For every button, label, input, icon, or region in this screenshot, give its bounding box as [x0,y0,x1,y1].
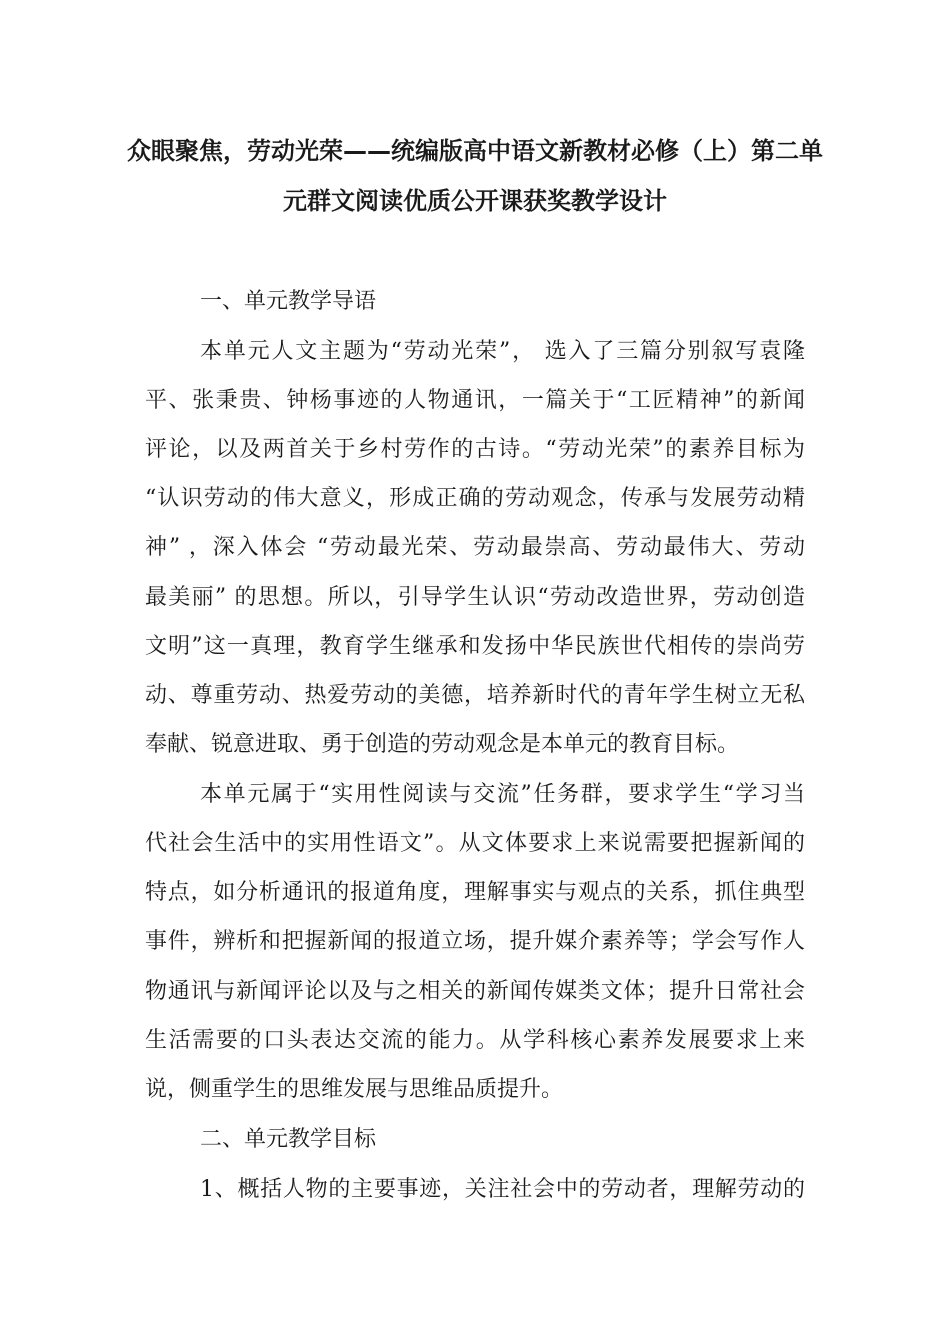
paragraph-line: 神” ，深入体会 “劳动最光荣、劳动最崇高、劳动最伟大、劳动 [145,535,805,560]
document-title-line-1: 众眼聚焦，劳动光荣——统编版高中语文新教材必修（上）第二单 [127,137,823,165]
paragraph-line: 物通讯与新闻评论以及与之相关的新闻传媒类文体；提升日常社会 [145,979,805,1004]
section-heading-unit-goals: 二、单元教学目标 [200,1127,377,1152]
paragraph-line: 文明”这一真理，教育学生继承和发扬中华民族世代相传的崇尚劳 [145,634,805,659]
section-heading-unit-intro: 一、单元教学导语 [200,289,377,314]
paragraph-line: 本单元人文主题为“劳动光荣”， 选入了三篇分别叙写袁隆 [200,339,805,364]
paragraph-line: 奉献、锐意进取、勇于创造的劳动观念是本单元的教育目标。 [145,732,740,757]
paragraph-line: 事件，辨析和把握新闻的报道立场，提升媒介素养等；学会写作人 [145,929,805,954]
paragraph-line: 1、概括人物的主要事迹，关注社会中的劳动者，理解劳动的 [200,1177,805,1202]
paragraph-line: 动、尊重劳动、热爱劳动的美德，培养新时代的青年学生树立无私 [145,683,805,708]
paragraph-line: 特点，如分析通讯的报道角度，理解事实与观点的关系，抓住典型 [145,880,805,905]
paragraph-line: 生活需要的口头表达交流的能力。从学科核心素养发展要求上来 [145,1028,805,1053]
paragraph-line: 评论，以及两首关于乡村劳作的古诗。“劳动光荣”的素养目标为 [145,437,805,462]
paragraph-line: 代社会生活中的实用性语文”。从文体要求上来说需要把握新闻的 [145,831,805,856]
paragraph-line: 平、张秉贵、钟杨事迹的人物通讯，一篇关于“工匠精神”的新闻 [145,388,805,413]
document-title-line-2: 元群文阅读优质公开课获奖教学设计 [283,187,667,215]
paragraph-line: 说，侧重学生的思维发展与思维品质提升。 [145,1077,564,1102]
paragraph-line: 最美丽” 的思想。所以，引导学生认识“劳动改造世界，劳动创造 [145,585,805,610]
paragraph-line: 本单元属于“实用性阅读与交流”任务群，要求学生“学习当 [200,782,805,807]
paragraph-line: “认识劳动的伟大意义，形成正确的劳动观念，传承与发展劳动精 [145,486,805,511]
